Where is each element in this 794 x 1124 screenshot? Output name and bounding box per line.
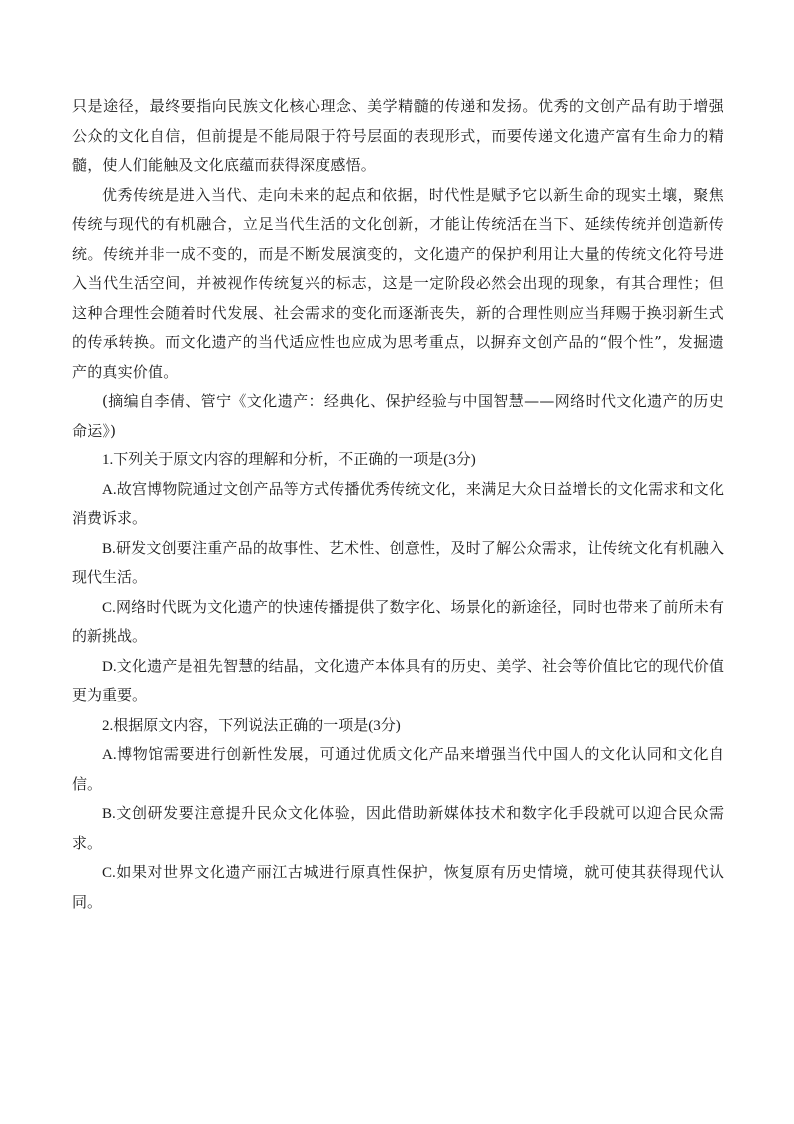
question-1-option-c: C.网络时代既为文化遗产的快速传播提供了数字化、场景化的新途径，同时也带来了前所未有的新挑战。 (72, 599, 724, 645)
question-2-option-b: B.文创研发要注意提升民众文化体验，因此借助新媒体技术和数字化手段就可以迎合民众需求。 (72, 806, 724, 852)
question-2-stem: 2.根据原文内容，下列说法正确的一项是(3分) (102, 717, 401, 734)
passage-paragraph-1: 只是途径，最终要指向民族文化核心理念、美学精髓的传递和发扬。优秀的文创产品有助于增强公众的文化自信，但前提是不能局限于符号层面的表现形式，而要传递文化遗产富有生命力的精髓，使人们能触及文化底蕴而获得深度感悟。 (72, 97, 724, 174)
page-content (72, 92, 724, 918)
question-1-stem: 1.下列关于原文内容的理解和分析，不正确的一项是(3分) (102, 452, 476, 468)
question-1-option-b: B.研发文创要注重产品的故事性、艺术性、创意性，及时了解公众需求，让传统文化有机融入现代生活。 (72, 540, 724, 586)
passage-source: (摘编自李倩、管宁《文化遗产：经典化、保护经验与中国智慧——网络时代文化遗产的历史命运》) (72, 392, 724, 440)
question-2-option-c: C.如果对世界文化遗产丽江古城进行原真性保护，恢复原有历史情境，就可使其获得现代认同。 (72, 865, 724, 911)
question-1-option-a: A.故宫博物院通过文创产品等方式传播优秀传统文化，来满足大众日益增长的文化需求和文化消费诉求。 (72, 481, 724, 527)
question-2-option-a: A.博物馆需要进行创新性发展，可通过优质文化产品来增强当代中国人的文化认同和文化自信。 (72, 747, 724, 793)
question-1-option-d: D.文化遗产是祖先智慧的结晶，文化遗产本体具有的历史、美学、社会等价值比它的现代价值更为重要。 (72, 658, 724, 704)
passage-paragraph-2: 优秀传统是进入当代、走向未来的起点和依据，时代性是赋予它以新生命的现实土壤，聚焦传统与现代的有机融合，立足当代生活的文化创新，才能让传统活在当下、延续传统并创造新传统。传统并非一成不变的，而是不断发展演变的，文化遗产的保护利用让大量的传统文化符号进入当代生活空间，并被视作传统复兴的标志，这是一定阶段必然会出现的现象，有其合理性；但这种合理性会随着时代发展、社会需求的变化而逐渐丧失，新的合理性则应当拜赐于换羽新生式的传承转换。而文化遗产的当代适应性也应成为思考重点，以摒弃文创产品的“假个性”，发掘遗产的真实价值。 (72, 185, 724, 381)
